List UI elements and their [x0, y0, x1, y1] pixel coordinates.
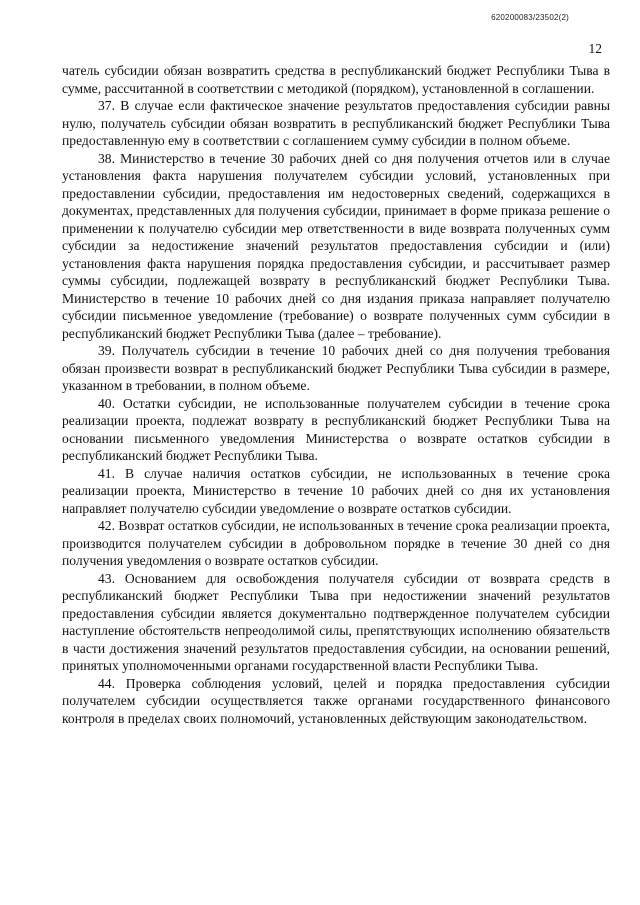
paragraph-41: 41. В случае наличия остатков субсидии, не использованных в течение срока реализации проекта, Министерство в течение 10 рабочих дней со дня их установления направляет получателю субсидии уведомление о возврате остатков субсидии.: [62, 465, 610, 516]
paragraph-42: 42. Возврат остатков субсидии, не использованных в течение срока реализации проекта, производится получателем субсидии в добровольном порядке в течение 30 дней со дня получения уведомления о возврате остатков субсидии.: [62, 518, 611, 568]
paragraph-44: 44. Проверка соблюдения условий, целей и порядка предоставления субсидии получателем субсидии осуществляется также органами государственного финансового контроля в пределах своих полномочий, установленных действующим законодательством.: [62, 675, 610, 726]
document-code: 620200083/23502(2): [491, 13, 569, 22]
paragraph-40: 40. Остатки субсидии, не использованные получателем субсидии в течение срока реализации проекта, подлежат возврату в республиканский бюджет Республики Тыва на основании письменного уведомления Министерства о возврате остатков субсидии в республиканский бюджет Республики Тыва.: [62, 395, 610, 463]
page-number: 12: [588, 41, 602, 56]
paragraph-continuation: чатель субсидии обязан возвратить средства в республиканский бюджет Республики Тыва в сумме, рассчитанной в соответствии с методикой (порядком), установленной в соглашении.: [62, 63, 610, 96]
document-body: [62, 62, 610, 727]
paragraph-37: 37. В случае если фактическое значение результатов предоставления субсидии равны нулю, получатель субсидии обязан возвратить в республиканский бюджет Республики Тыва предоставленную ему в соответствии с соглашением сумму субсидии в полном объеме.: [62, 98, 610, 148]
paragraph-43: 43. Основанием для освобождения получателя субсидии от возврата средств в республиканский бюджет Республики Тыва при недостижении значений результатов предоставления субсидии является документально подтвержденное получателем субсидии наступление обстоятельств непреодолимой силы, препятствующих исполнению обязательств в части достижения значений результатов предоставления субсидии, на основании решений, принятых уполномоченными органами государственной власти Республики Тыва.: [62, 570, 610, 673]
paragraph-38: 38. Министерство в течение 30 рабочих дней со дня получения отчетов или в случае установления факта нарушения получателем субсидии условий, установленных при предоставлении субсидии, предоставления им недостоверных сведений, содержащихся в документах, представленных для получения субсидии, принимает в форме приказа решение о применении к получателю субсидии мер ответственности в виде возврата полученных сумм субсидии за недостижение значений результатов предоставления субсидии и (или) установления факта нарушения порядка предоставления субсидии, и рассчитывает размер суммы субсидии, подлежащей возврату в республиканский бюджет Республики Тыва. Министерство в течение 10 рабочих дней со дня издания приказа направляет получателю субсидии письменное уведомление (требование) о возврате полученных сумм субсидии в республиканский бюджет Республики Тыва (далее – требование).: [62, 150, 610, 341]
paragraph-39: 39. Получатель субсидии в течение 10 рабочих дней со дня получения требования обязан произвести возврат в республиканский бюджет Республики Тыва субсидии в размере, указанном в требовании, в полном объеме.: [62, 343, 610, 393]
